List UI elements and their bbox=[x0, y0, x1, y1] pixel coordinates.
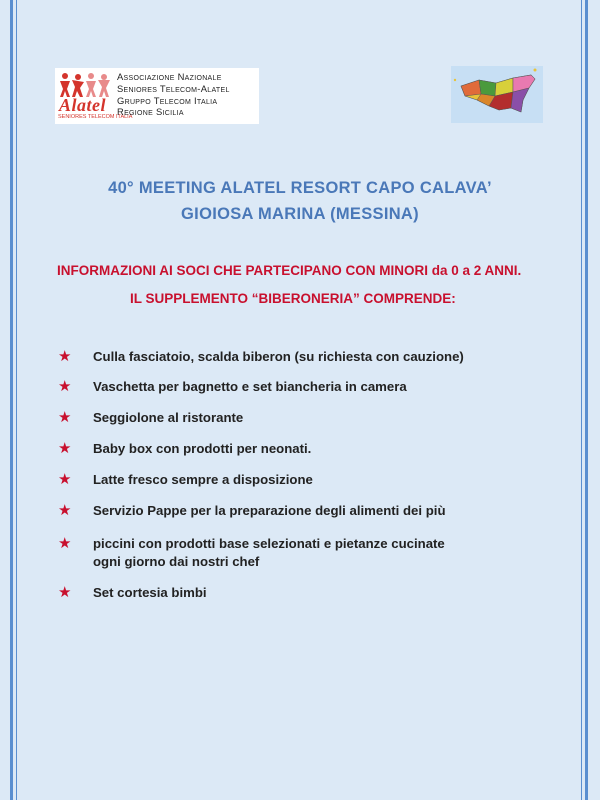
page-subtitle: GIOIOSA MARINA (MESSINA) bbox=[181, 205, 419, 223]
star-bullet-icon: ★ bbox=[58, 535, 72, 552]
star-bullet-icon: ★ bbox=[58, 348, 72, 365]
info-heading: INFORMAZIONI AI SOCI CHE PARTECIPANO CON MINORI da 0 a 2 ANNI. bbox=[57, 263, 522, 278]
logo-line: Associazione Nazionale bbox=[117, 71, 222, 82]
page-title: 40° MEETING ALATEL RESORT CAPO CALAVA’ bbox=[108, 179, 492, 197]
logo-association-text bbox=[117, 71, 230, 118]
star-bullet-icon: ★ bbox=[58, 378, 72, 395]
star-bullet-icon: ★ bbox=[58, 471, 72, 488]
logo-line: Seniores Telecom-Alatel bbox=[117, 82, 230, 94]
list-item-text: Set cortesia bimbi bbox=[93, 585, 207, 600]
alatel-logo bbox=[55, 68, 259, 124]
sicily-map-icon bbox=[451, 66, 543, 123]
list-item-text: Seggiolone al ristorante bbox=[93, 410, 244, 425]
list-item-text: piccini con prodotti base selezionati e pietanze cucinate bbox=[93, 536, 445, 551]
star-bullet-icon: ★ bbox=[58, 502, 72, 519]
list-item-text: Culla fasciatoio, scalda biberon (su richiesta con cauzione) bbox=[93, 349, 464, 364]
list-item-text: Servizio Pappe per la preparazione degli alimenti dei più bbox=[93, 503, 446, 518]
list-item-text: Latte fresco sempre a disposizione bbox=[93, 472, 313, 487]
logo-subtitle: SENIORES TELECOM ITALIA bbox=[58, 114, 133, 120]
list-item-text: Baby box con prodotti per neonati. bbox=[93, 441, 312, 456]
logo-wordmark: Alatel bbox=[59, 95, 106, 115]
list-item-text: Vaschetta per bagnetto e set biancheria in camera bbox=[93, 379, 407, 394]
supplement-heading: IL SUPPLEMENTO “BIBERONERIA” COMPRENDE: bbox=[130, 291, 456, 306]
star-bullet-icon: ★ bbox=[58, 409, 72, 426]
logo-line: Regione Sicilia bbox=[117, 106, 184, 118]
star-bullet-icon: ★ bbox=[58, 584, 72, 601]
list-item-text: ogni giorno dai nostri chef bbox=[93, 554, 260, 569]
star-bullet-icon: ★ bbox=[58, 440, 72, 457]
logo-line: Gruppo Telecom Italia bbox=[117, 94, 218, 106]
